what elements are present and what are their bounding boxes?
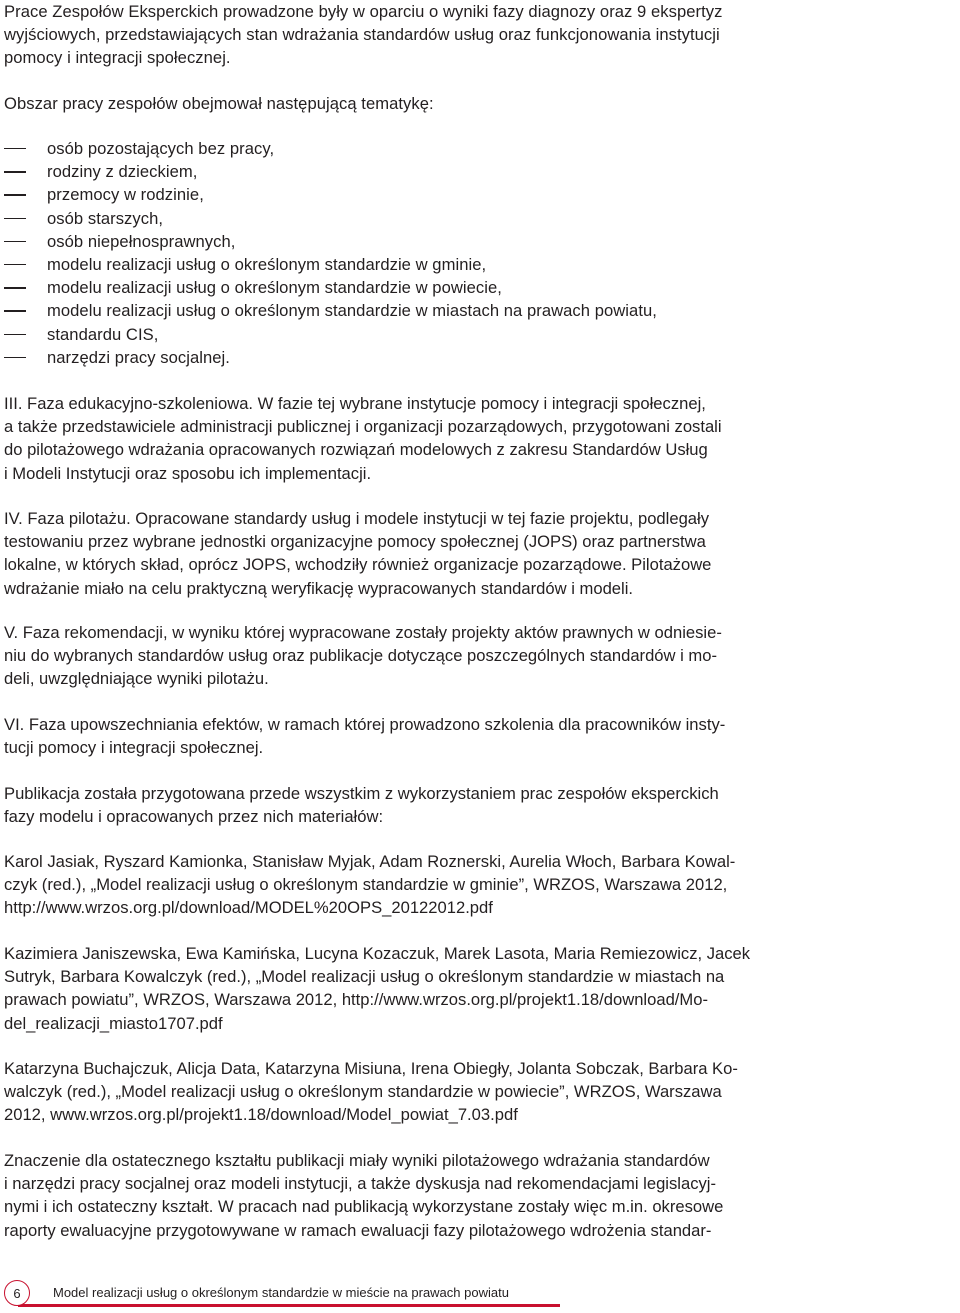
list-item: osób niepełnosprawnych, <box>4 230 657 253</box>
page-number-badge: 6 <box>4 1280 30 1306</box>
list-item: rodziny z dzieckiem, <box>4 160 657 183</box>
reference-1: Karol Jasiak, Ryszard Kamionka, Stanisław Myjak, Adam Roznerski, Aurelia Włoch, Barbara Kowal- czyk (red.), „Model realizacji usług o określonym standardzie w gminie”, WRZOS, Warszawa 2012, http://www.wrzos.org.pl/download/MODEL%20OPS_20122012.pdf <box>4 852 736 918</box>
list-item: przemocy w rodzinie, <box>4 183 657 206</box>
dash-bullet <box>4 218 26 219</box>
intro-line: Prace Zespołów Eksperckich prowadzone były w oparciu o wyniki fazy diagnozy oraz 9 ekspertyz <box>4 2 723 21</box>
phase-4-heading: IV. Faza pilotażu. <box>4 509 131 528</box>
list-item: osób pozostających bez pracy, <box>4 137 657 160</box>
list-item: osób starszych, <box>4 207 657 230</box>
phase-6-heading: VI. Faza upowszechniania efektów, <box>4 715 264 734</box>
reference-3: Katarzyna Buchajczuk, Alicja Data, Katarzyna Misiuna, Irena Obiegły, Jolanta Sobczak, Barbara Ko- walczyk (red.), „Model realizacji usług o określonym standardzie w powiecie”, WRZOS, Warszawa 2012, www.wrzos.org.pl/projekt1.18/download/Model_powiat_7.03.pdf <box>4 1059 738 1125</box>
intro-line: wyjściowych, przedstawiających stan wdrażania standardów usług oraz funkcjonowania instytucji <box>4 25 720 45</box>
dash-bullet <box>4 357 26 358</box>
list-item: modelu realizacji usług o określonym standardzie w gminie, <box>4 253 657 276</box>
reference-2: Kazimiera Janiszewska, Ewa Kamińska, Lucyna Kozaczuk, Marek Lasota, Maria Remiezowicz, Jacek Sutryk, Barbara Kowalczyk (red.), „Model realizacji usług o określonym standardzie w miastach na prawach powiatu”, WRZOS, Warszawa 2012, http://www.wrzos.org.pl/projekt1.18/download/Mo- del_realizacji_miasto1707.pdf <box>4 944 751 1033</box>
dash-bullet <box>4 171 26 172</box>
list-item: modelu realizacji usług o określonym standardzie w miastach na prawach powiatu, <box>4 299 657 322</box>
intro-paragraph <box>4 0 822 70</box>
footer-rule <box>18 1304 560 1307</box>
scope-list <box>4 137 657 369</box>
dash-bullet <box>4 334 26 335</box>
closing-paragraph: Znaczenie dla ostatecznego kształtu publikacji miały wyniki pilotażowego wdrażania standardów i narzędzi pracy socjalnej oraz modeli instytucji, a także dyskusja nad rekomendacjami legislacyj- nymi i ich ostateczny kształt. W pracach nad publikacją wykorzystane zostały więc m.in. okresowe raporty ewaluacyjne przygotowywane w ramach ewaluacji fazy pilotażowego wdrożenia standar- <box>4 1151 724 1240</box>
phase-3-paragraph: III. Faza edukacyjno-szkoleniowa. W fazie tej wybrane instytucje pomocy i integracji społecznej, a także przedstawiciele administracji publicznej i organizacji pozarządowych, przygotowani zostali do pilotażowego wdrażania opracowanych rozwiązań modelowych z zakresu Standardów Usług i Modeli Instytucji oraz sposobu ich implementacji. <box>4 394 722 483</box>
dash-bullet <box>4 264 26 265</box>
phase-4-paragraph: IV. Faza pilotażu. Opracowane standardy usług i modele instytucji w tej fazie projektu, podlegały testowaniu przez wybrane jednostki organizacyjne pomocy społecznej (JOPS) oraz partnerstwa lokalne, w których skład, oprócz JOPS, wchodziły również organizacje pozarządowe. Pilotażowe wdrażanie miało na celu praktyczną weryfikację wypracowanych standardów i modeli. <box>4 509 712 598</box>
phase-3-heading: III. Faza edukacyjno-szkoleniowa. <box>4 394 254 413</box>
publication-paragraph: Publikacja została przygotowana przede wszystkim z wykorzystaniem prac zespołów eksperckich fazy modelu i opracowanych przez nich materiałów: <box>4 784 719 827</box>
page-footer <box>0 1276 960 1313</box>
list-item: narzędzi pracy socjalnej. <box>4 346 657 369</box>
list-item: standardu CIS, <box>4 323 657 346</box>
dash-bullet <box>4 287 26 288</box>
dash-bullet <box>4 148 26 149</box>
phase-6-paragraph: VI. Faza upowszechniania efektów, w ramach której prowadzono szkolenia dla pracowników insty- tucji pomocy i integracji społecznej. <box>4 715 726 758</box>
list-item: modelu realizacji usług o określonym standardzie w powiecie, <box>4 276 657 299</box>
phase-5-heading: V. Faza rekomendacji, <box>4 623 168 642</box>
dash-bullet <box>4 194 26 195</box>
dash-bullet <box>4 241 26 242</box>
dash-bullet <box>4 310 26 311</box>
scope-heading: Obszar pracy zespołów obejmował następującą tematykę: <box>4 94 434 113</box>
footer-title: Model realizacji usług o określonym standardzie w mieście na prawach powiatu <box>53 1285 509 1300</box>
intro-line: pomocy i integracji społecznej. <box>4 48 231 68</box>
phase-5-paragraph: V. Faza rekomendacji, w wyniku której wypracowane zostały projekty aktów prawnych w odniesie- niu do wybranych standardów usług oraz publikacje dotyczące poszczególnych standardów i mo- deli, uwzględniające wyniki pilotażu. <box>4 623 722 689</box>
